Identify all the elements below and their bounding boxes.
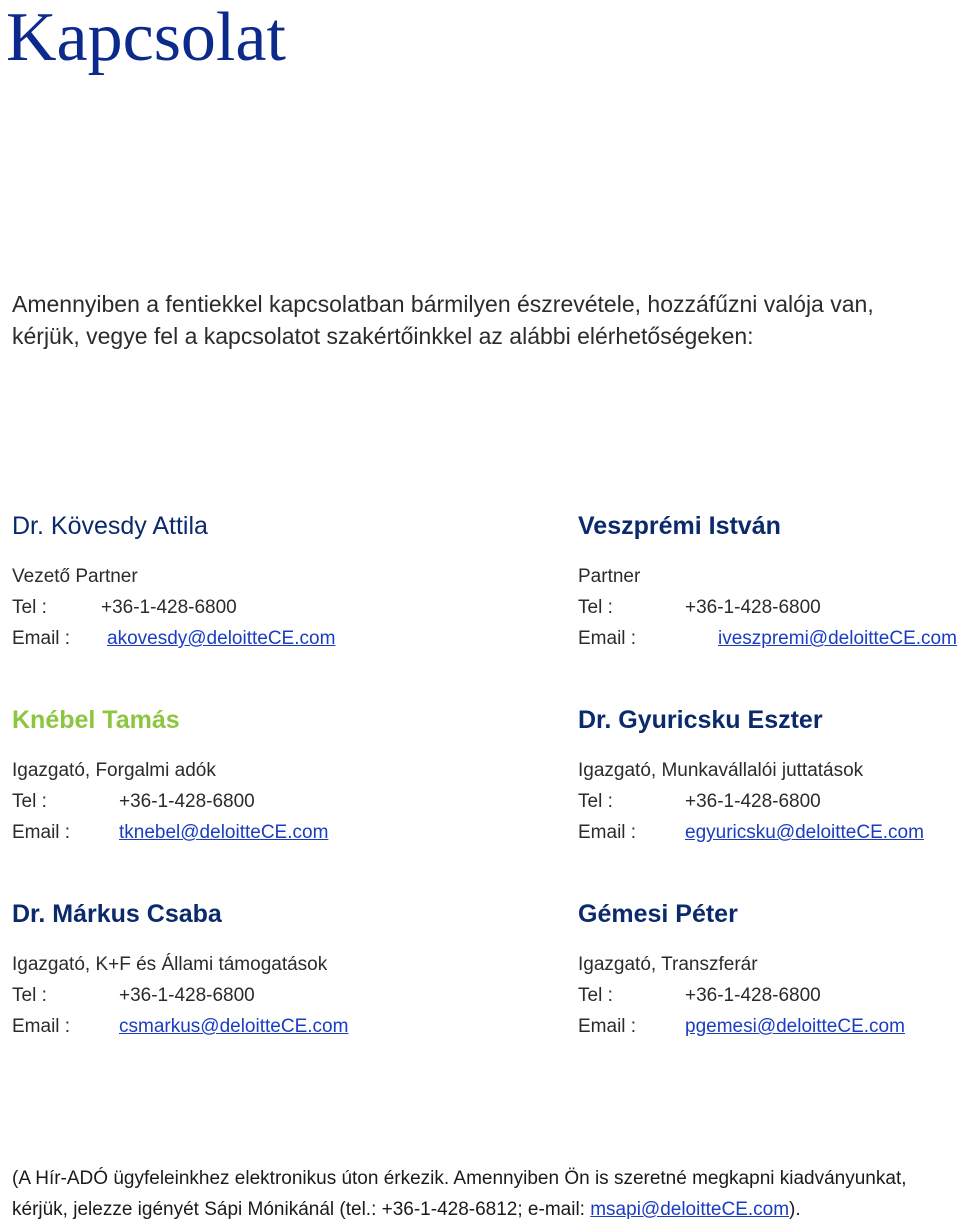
contact-card-gemesi [578,899,960,1042]
contact-card-veszpremi [578,511,960,654]
tel-label: Tel : [578,597,613,618]
contact-card-knebel [12,705,412,848]
contact-email-link[interactable]: iveszpremi@deloitteCE.com [718,628,957,649]
contact-name: Dr. Kövesdy Attila [12,512,208,540]
footer-note [12,1163,957,1225]
contact-email-row [578,817,960,848]
email-label: Email : [578,1016,637,1037]
contact-name: Gémesi Péter [578,900,738,928]
email-label: Email : [578,628,637,649]
contact-tel-row [578,592,960,623]
contact-tel-row [578,980,960,1011]
intro-line-1: Amennyiben a fentiekkel kapcsolatban bármilyen észrevétele, hozzáfűzni valója van, [12,291,874,317]
contact-role: Igazgató, Munkavállalói juttatások [578,760,864,781]
contact-role: Igazgató, K+F és Állami támogatások [12,954,328,975]
contact-name: Knébel Tamás [12,706,180,734]
page-title: Kapcsolat [6,0,286,76]
contact-tel-row [12,980,412,1011]
email-label: Email : [12,628,71,649]
contact-tel-row [12,592,412,623]
contact-email-link[interactable]: tknebel@deloitteCE.com [119,822,329,843]
tel-label: Tel : [12,791,47,812]
intro-paragraph [12,288,952,352]
intro-line-2: kérjük, vegye fel a kapcsolatot szakértőinkkel az alábbi elérhetőségeken: [12,323,754,349]
contact-email-link[interactable]: egyuricsku@deloitteCE.com [685,822,924,843]
contact-email-link[interactable]: akovesdy@deloitteCE.com [107,628,336,649]
footer-line-1: (A Hír-ADÓ ügyfeleinkhez elektronikus úton érkezik. Amennyiben Ön is szeretné megkapni kiadványunkat, [12,1168,907,1189]
footer-line-2 [12,1194,957,1225]
contact-email-link[interactable]: pgemesi@deloitteCE.com [685,1016,905,1037]
contact-email-row [578,1011,960,1042]
contact-email-row [12,1011,412,1042]
contact-name: Veszprémi István [578,512,781,540]
contact-card-markus [12,899,412,1042]
contact-tel: +36-1-428-6800 [119,791,255,812]
email-label: Email : [12,1016,71,1037]
footer-line-2-suffix: ). [789,1199,801,1220]
contact-tel: +36-1-428-6800 [101,597,237,618]
contact-role: Igazgató, Forgalmi adók [12,760,216,781]
contact-email-link[interactable]: csmarkus@deloitteCE.com [119,1016,349,1037]
contact-name: Dr. Márkus Csaba [12,900,222,928]
contact-tel-row [578,786,960,817]
tel-label: Tel : [12,597,47,618]
contact-card-kovesdy [12,511,412,654]
contact-tel: +36-1-428-6800 [685,985,821,1006]
contact-tel: +36-1-428-6800 [685,597,821,618]
contact-tel: +36-1-428-6800 [119,985,255,1006]
contact-role: Vezető Partner [12,566,138,587]
footer-email-link[interactable]: msapi@deloitteCE.com [590,1199,790,1220]
contact-email-row [12,817,412,848]
email-label: Email : [12,822,71,843]
contact-email-row [12,623,412,654]
tel-label: Tel : [578,791,613,812]
contact-role: Partner [578,566,641,587]
footer-line-2-prefix: kérjük, jelezze igényét Sápi Mónikánál (tel.: +36-1-428-6812; e-mail: [12,1199,591,1220]
contact-tel-row [12,786,412,817]
contact-tel: +36-1-428-6800 [685,791,821,812]
email-label: Email : [578,822,637,843]
tel-label: Tel : [578,985,613,1006]
contact-name: Dr. Gyuricsku Eszter [578,706,823,734]
contact-card-gyuricsku [578,705,960,848]
contact-role: Igazgató, Transzferár [578,954,758,975]
contact-email-row [578,623,960,654]
tel-label: Tel : [12,985,47,1006]
